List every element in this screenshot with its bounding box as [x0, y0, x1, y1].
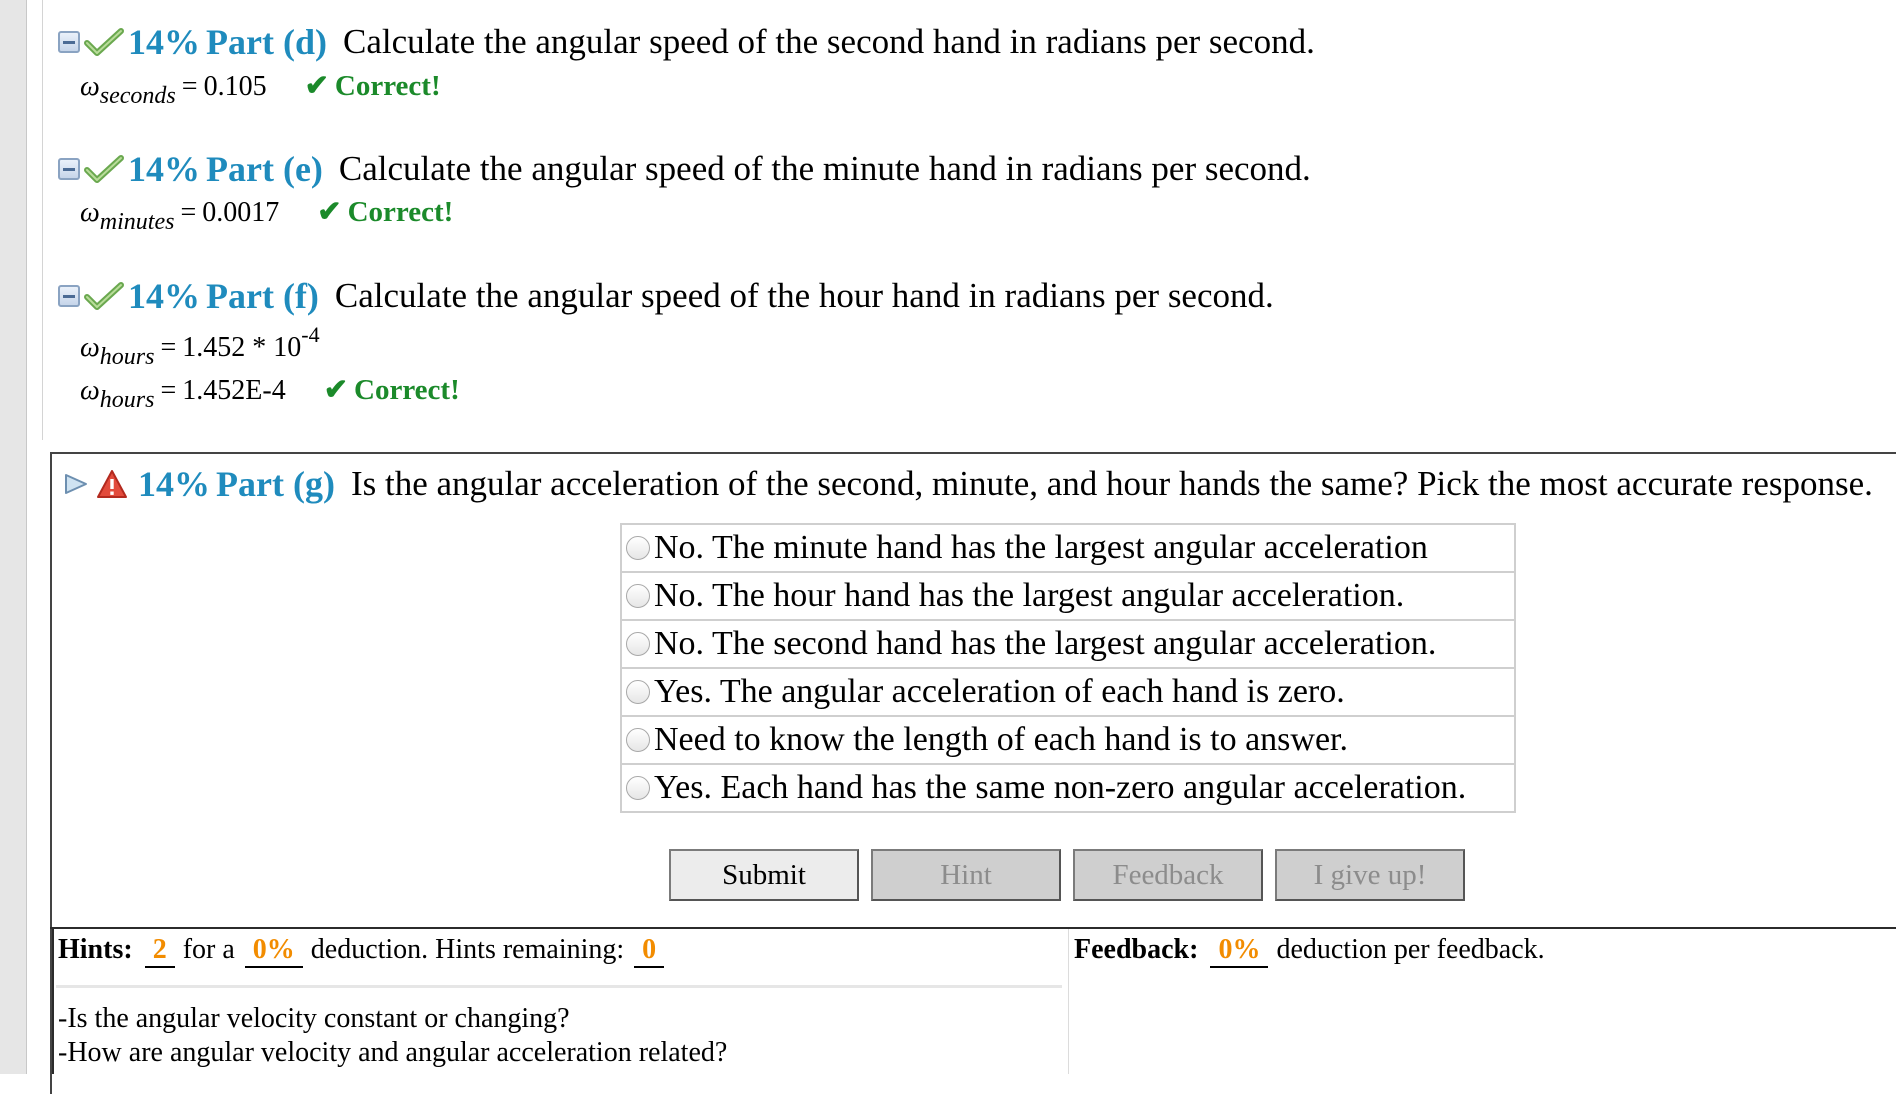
collapse-icon[interactable]	[58, 285, 80, 307]
collapse-icon[interactable]	[58, 31, 80, 53]
part-label: Part (e)	[206, 149, 323, 189]
radio-button[interactable]	[626, 680, 650, 704]
panel-border-left	[52, 927, 54, 1074]
option-row[interactable]	[621, 524, 1515, 572]
hints-status	[58, 934, 672, 968]
correct-status: ✔ Correct!	[304, 70, 441, 102]
hints-count: 2	[145, 934, 175, 968]
answer-symbol: $\omega_{seconds}$	[80, 71, 176, 109]
play-arrow-icon[interactable]	[62, 472, 90, 496]
correct-check-icon: ✔	[304, 70, 329, 102]
radio-button[interactable]	[626, 536, 650, 560]
correct-status: ✔ Correct!	[323, 374, 460, 406]
part-percent: 14%	[138, 464, 210, 504]
hints-for-a: for a	[182, 934, 235, 965]
answer-value: 1.452E-4	[182, 375, 286, 406]
option-row[interactable]	[621, 716, 1515, 764]
part-g	[62, 460, 1873, 508]
hint-item: -Is the angular velocity constant or changing?	[58, 1003, 570, 1034]
option-row[interactable]	[621, 572, 1515, 620]
option-row[interactable]	[621, 668, 1515, 716]
hint-button[interactable]: Hint	[871, 849, 1061, 901]
answer-line: $\omega_{seconds}$ = 0.105 ✔ Correct!	[80, 70, 441, 109]
option-row[interactable]	[621, 620, 1515, 668]
radio-button[interactable]	[626, 728, 650, 752]
answer-symbol: $\omega_{hours}$	[80, 332, 155, 370]
part-question: Calculate the angular speed of the minute hand in radians per second.	[338, 149, 1311, 188]
part-percent: 14%	[128, 149, 200, 189]
answer-symbol: $\omega_{minutes}$	[80, 197, 175, 235]
feedback-deduction: 0%	[1210, 934, 1268, 968]
option-label[interactable]: No. The hour hand has the largest angular acceleration.	[654, 577, 1405, 614]
content-edge	[42, 0, 43, 440]
feedback-label: Feedback:	[1074, 934, 1199, 965]
correct-status: ✔ Correct!	[317, 196, 454, 228]
part-question: Is the angular acceleration of the second, minute, and hour hands the same? Pick the most accurate response.	[350, 464, 1873, 503]
answer-exponent: -4	[301, 322, 320, 347]
answer-value: 0.105	[203, 71, 267, 102]
answer-value: 0.0017	[202, 197, 280, 228]
hints-separator	[56, 985, 1062, 988]
part-e	[58, 145, 1311, 193]
answer-symbol: $\omega_{hours}$	[80, 375, 155, 413]
radio-button[interactable]	[626, 632, 650, 656]
hints-label: Hints:	[58, 934, 133, 965]
radio-button[interactable]	[626, 776, 650, 800]
warning-icon	[96, 469, 128, 499]
part-question: Calculate the angular speed of the hour hand in radians per second.	[334, 276, 1274, 315]
part-label: Part (d)	[206, 22, 327, 62]
option-row[interactable]	[621, 764, 1515, 812]
answer-options	[620, 523, 1516, 813]
option-label[interactable]: Yes. The angular acceleration of each hand is zero.	[654, 673, 1345, 710]
option-label[interactable]: No. The minute hand has the largest angular acceleration	[654, 529, 1428, 566]
hint-item: -How are angular velocity and angular acceleration related?	[58, 1037, 728, 1068]
panel-divider-top	[50, 927, 1896, 929]
checkmark-icon	[84, 154, 124, 184]
part-d	[58, 18, 1315, 66]
give-up-button[interactable]: I give up!	[1275, 849, 1465, 901]
answer-line: $\omega_{hours}$ = 1.452E-4 ✔ Correct!	[80, 374, 460, 413]
part-f	[58, 272, 1274, 320]
feedback-deduction-text: deduction per feedback.	[1276, 934, 1545, 965]
feedback-button[interactable]: Feedback	[1073, 849, 1263, 901]
radio-button[interactable]	[626, 584, 650, 608]
option-label[interactable]: No. The second hand has the largest angular acceleration.	[654, 625, 1437, 662]
collapse-icon[interactable]	[58, 158, 80, 180]
part-question: Calculate the angular speed of the second hand in radians per second.	[342, 22, 1315, 61]
part-percent: 14%	[128, 276, 200, 316]
checkmark-icon	[84, 281, 124, 311]
part-label: Part (f)	[206, 276, 319, 316]
answer-line: $\omega_{minutes}$ = 0.0017 ✔ Correct!	[80, 196, 454, 235]
part-label: Part (g)	[216, 464, 335, 504]
hints-deduction-text: deduction. Hints remaining:	[310, 934, 625, 965]
answer-value: 1.452 * 10	[182, 332, 302, 363]
left-rail	[0, 0, 27, 1074]
panel-divider	[1068, 929, 1069, 1074]
previous-answer-line: $\omega_{hours}$ = 1.452 * 10 $^{-4}$	[80, 322, 320, 370]
hints-deduction: 0%	[245, 934, 303, 968]
hints-remaining: 0	[634, 934, 664, 968]
part-percent: 14%	[128, 22, 200, 62]
correct-check-icon: ✔	[317, 196, 342, 228]
option-label[interactable]: Yes. Each hand has the same non-zero angular acceleration.	[654, 769, 1467, 806]
option-label[interactable]: Need to know the length of each hand is to answer.	[654, 721, 1348, 758]
feedback-status	[1074, 934, 1545, 968]
submit-button[interactable]: Submit	[669, 849, 859, 901]
correct-check-icon: ✔	[323, 374, 349, 406]
checkmark-icon	[84, 27, 124, 57]
